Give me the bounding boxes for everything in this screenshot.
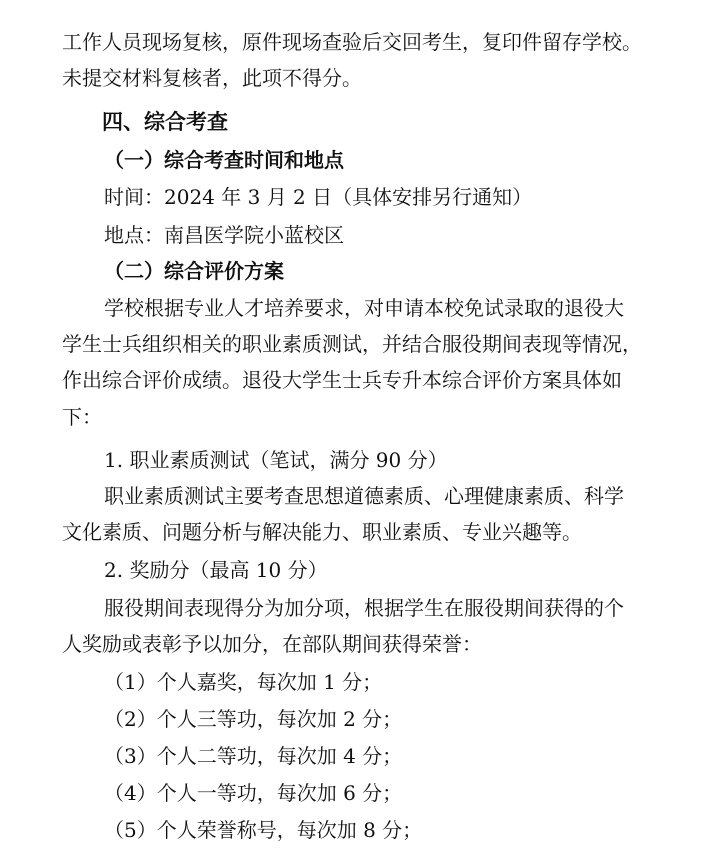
item-1-title: 1. 职业素质测试（笔试，满分 90 分） [104,448,448,472]
paragraph-line: 服役期间表现得分为加分项，根据学生在服役期间获得的个 [104,596,624,620]
award-item: （1）个人嘉奖，每次加 1 分； [104,670,383,694]
paragraph-line: 人奖励或表彰予以加分，在部队期间获得荣誉： [62,632,482,656]
award-item: （5）个人荣誉称号，每次加 8 分； [104,818,423,842]
subsection-heading-2: （二）综合评价方案 [104,259,284,283]
paragraph-line: 学校根据专业人才培养要求，对申请本校免试录取的退役大 [104,296,624,320]
place-line: 地点：南昌医学院小蓝校区 [104,223,344,247]
award-item: （2）个人三等功，每次加 2 分； [104,707,403,731]
paragraph-line: 未提交材料复核者，此项不得分。 [62,66,362,90]
subsection-heading-1: （一）综合考查时间和地点 [104,148,344,172]
award-item: （3）个人二等功，每次加 4 分； [104,744,403,768]
paragraph-line: 学生士兵组织相关的职业素质测试，并结合服役期间表现等情况， [62,332,642,356]
paragraph-line: 作出综合评价成绩。退役大学生士兵专升本综合评价方案具体如 [62,368,622,392]
paragraph-line: 职业素质测试主要考查思想道德素质、心理健康素质、科学 [104,484,624,508]
item-2-title: 2. 奖励分（最高 10 分） [104,558,328,582]
paragraph-line: 文化素质、问题分析与解决能力、职业素质、专业兴趣等。 [62,520,582,544]
award-item: （4）个人一等功，每次加 6 分； [104,781,403,805]
time-line: 时间：2024 年 3 月 2 日（具体安排另行通知） [104,185,533,209]
section-heading-4: 四、综合考查 [102,109,228,134]
paragraph-line: 工作人员现场复核，原件现场查验后交回考生，复印件留存学校。 [62,30,642,54]
paragraph-line: 下： [62,405,102,429]
